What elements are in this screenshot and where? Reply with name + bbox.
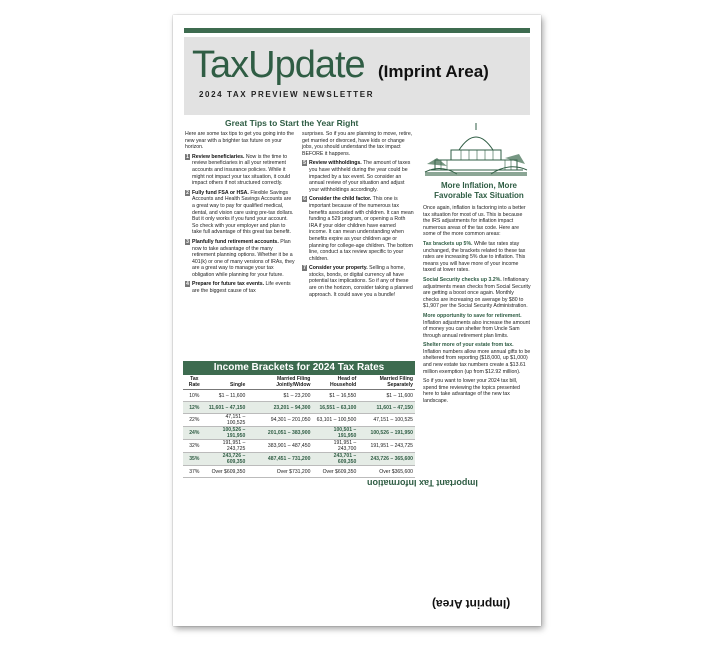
table-cell: 35%: [183, 453, 206, 466]
tips-intro: Here are some tax tips to get you going into the new year with a brighter tax future on your horizon.: [185, 131, 295, 151]
inflation-intro: Once again, inflation is factoring into a better tax situation for most of us. This is because the IRS adjustments for inflation impact numerous areas of the tax code. Here are some of the more common areas:: [423, 205, 526, 238]
col-header: Married Filing Jointly/Widow: [247, 375, 312, 390]
table-cell: 47,151 – 100,525: [358, 414, 415, 427]
tip-item: [185, 190, 295, 236]
table-cell: 63,101 – 100,500: [312, 414, 358, 427]
inflation-title: [425, 181, 533, 201]
capitol-building-icon: [421, 120, 531, 180]
table-header-row: [183, 375, 415, 390]
tip-item: [185, 281, 295, 294]
table-cell: 201,051 – 383,900: [247, 427, 312, 440]
inflation-column: [423, 205, 531, 408]
tip-number: 1: [186, 153, 189, 160]
table-row: [183, 440, 415, 453]
inflation-point: Social Security checks up 3.2%. Inflationary adjustments mean checks from Social Security are getting a boost once again. Monthly checks are increasing on average by $80 to $1,907 per the Social Security Administration.: [423, 276, 531, 310]
tip-number: 4: [186, 281, 189, 288]
tip-body: Plan now to take advantage of the many retirement planning options. Whether it be a 401(k) or one of many versions of IRAs, they are a great way to manage your tax obligation while planning for your future.: [192, 238, 295, 278]
table-cell: 191,951 – 243,725: [358, 440, 415, 453]
inflation-point: More opportunity to save for retirement. Inflation adjustments also increase the amount of money you can shelter from Uncle Sam through annual retirement plan limits.: [423, 312, 530, 339]
tip-number: 6: [303, 196, 306, 203]
table-cell: 22%: [183, 414, 206, 427]
tip-heading: Prepare for future tax events.: [192, 281, 265, 288]
tip-body: Flexible Savings Accounts and Health Savings Accounts are a great way to pay for qualified medical, dental, and vision care using pre-tax dollars. But it only works if you fund your account. So check with your employer and plan to take full advantage of this great tax benefit.: [192, 189, 294, 236]
table-row: [183, 414, 415, 427]
tips-column-1: [185, 131, 295, 298]
table-cell: 100,501 – 191,950: [312, 427, 358, 440]
table-cell: 100,526 – 191,950: [358, 427, 415, 440]
table-cell: 12%: [183, 402, 206, 414]
tip-body: Life events are the biggest cause of tax: [192, 281, 291, 295]
tip-heading: Consider your property.: [309, 265, 368, 272]
table-cell: 243,701 – 609,350: [312, 453, 358, 466]
table-row: [183, 427, 415, 440]
tip-body: Now is the time to review beneficiaries in all your retirement accounts and insurance policies. While it might not impact your tax situation, it could impact others if not structured correctly.: [192, 153, 291, 187]
table-cell: 47,151 – 100,525: [206, 414, 248, 427]
tip-item: [302, 196, 414, 262]
col-header: Single: [206, 375, 248, 390]
table-cell: $1 – 11,600: [358, 390, 415, 402]
table-cell: Over $609,350: [312, 466, 358, 478]
table-cell: Over $731,200: [247, 466, 312, 478]
tips-title: Great Tips to Start the Year Right: [225, 118, 359, 128]
table-cell: Over $365,600: [358, 466, 415, 478]
tip-item: [302, 265, 414, 298]
tip-body: Selling a home, stocks, bonds, or digital currency all have potential tax implications. So if any of these are on the horizon, consider taking a planned approach. It could save you a bundle!: [309, 265, 413, 298]
tip-heading: Planfully fund retirement accounts.: [192, 238, 279, 245]
table-row: [183, 390, 415, 402]
table-cell: 487,451 – 731,200: [247, 453, 312, 466]
table-cell: 191,951 – 243,700: [312, 440, 358, 453]
tips-continued: surprises. So if you are planning to move, retire, get married or divorced, have kids or change jobs, you should understand the tax impact BEFORE it happens.: [302, 131, 413, 157]
table-cell: 10%: [183, 390, 206, 402]
imprint-area: (Imprint Area): [378, 62, 489, 81]
tip-heading: Consider the child factor.: [309, 196, 372, 203]
table-cell: 23,201 – 94,300: [247, 402, 312, 414]
tip-heading: Review beneficiaries.: [192, 153, 245, 160]
table-cell: 100,526 – 191,950: [206, 427, 248, 440]
table-row: [183, 466, 415, 478]
top-rule: [184, 28, 530, 33]
col-header: Head of Household: [312, 375, 358, 390]
tip-body: This one is important because of the numerous tax benefits associated with children. It can mean funding a 529 program, or opening a Roth IRA if your older children have earned income. It can mean understanding when benefits expire as your children age or planning for college-age children. The bottom line, conduct a tax review specific to your children.: [309, 196, 414, 262]
table-cell: 32%: [183, 440, 206, 453]
inflation-point: Shelter more of your estate from tax. Inflation numbers allow more annual gifts to be sheltered from reporting ($18,000, up $1,000) and new estate tax numbers create a $13.61 million exemption (up from $12.92 million).: [423, 342, 531, 375]
mailing-imprint-area: (Imprint Area): [432, 597, 511, 611]
table-cell: Over $609,350: [206, 466, 248, 478]
col-header: Married Filing Separately: [358, 375, 415, 390]
table-cell: 383,901 – 487,450: [247, 440, 312, 453]
tips-column-2: [302, 131, 414, 301]
inflation-title-line1: More Inflation, More: [441, 181, 517, 190]
table-cell: 191,951 – 243,725: [206, 440, 248, 453]
tip-number: 7: [303, 265, 306, 272]
tip-item: [302, 160, 414, 193]
table-title: Income Brackets for 2024 Tax Rates: [183, 361, 415, 375]
table-row: [183, 402, 415, 414]
brand-title: TaxUpdate: [192, 44, 365, 86]
brackets-grid: [183, 375, 415, 478]
table-cell: 94,301 – 201,050: [247, 414, 312, 427]
tip-heading: Fully fund FSA or HSA.: [192, 189, 249, 196]
tip-number: 2: [186, 189, 189, 196]
table-cell: 24%: [183, 427, 206, 440]
table-cell: 37%: [183, 466, 206, 478]
table-cell: 243,726 – 609,350: [206, 453, 248, 466]
table-cell: 16,551 – 63,100: [312, 402, 358, 414]
table-cell: 243,726 – 365,600: [358, 453, 415, 466]
tip-body: The amount of taxes you have withheld during the year could be impacted by a tax event. So consider an annual review of your situation and adjust your withholdings accordingly.: [309, 160, 411, 193]
inflation-closing: So if you want to lower your 2024 tax bill, spend time reviewing the topics presented here to take advantage of the new tax landscape.: [423, 378, 520, 405]
tip-number: 5: [303, 160, 306, 167]
inflation-point: Tax brackets up 5%. While tax rates stay unchanged, the brackets related to these tax rates are increasing 5% due to inflation. This means you will have more of your income taxed at lower rates.: [423, 240, 526, 274]
tip-number: 3: [186, 238, 189, 245]
table-cell: $1 – 16,550: [312, 390, 358, 402]
inflation-title-line2: Favorable Tax Situation: [434, 191, 524, 200]
table-cell: 11,601 – 47,150: [358, 402, 415, 414]
important-tax-info-label: Important Tax Information: [367, 478, 478, 488]
tip-item: [185, 239, 295, 279]
table-cell: 11,601 – 47,150: [206, 402, 248, 414]
tax-brackets-table: [183, 361, 415, 478]
table-row: [183, 453, 415, 466]
tip-item: [185, 154, 295, 187]
table-cell: $1 – 11,600: [206, 390, 248, 402]
col-header: Tax Rate: [183, 375, 206, 390]
tip-heading: Review withholdings.: [309, 160, 362, 167]
newsletter-subtitle: 2024 TAX PREVIEW NEWSLETTER: [199, 90, 375, 99]
table-cell: $1 – 23,200: [247, 390, 312, 402]
